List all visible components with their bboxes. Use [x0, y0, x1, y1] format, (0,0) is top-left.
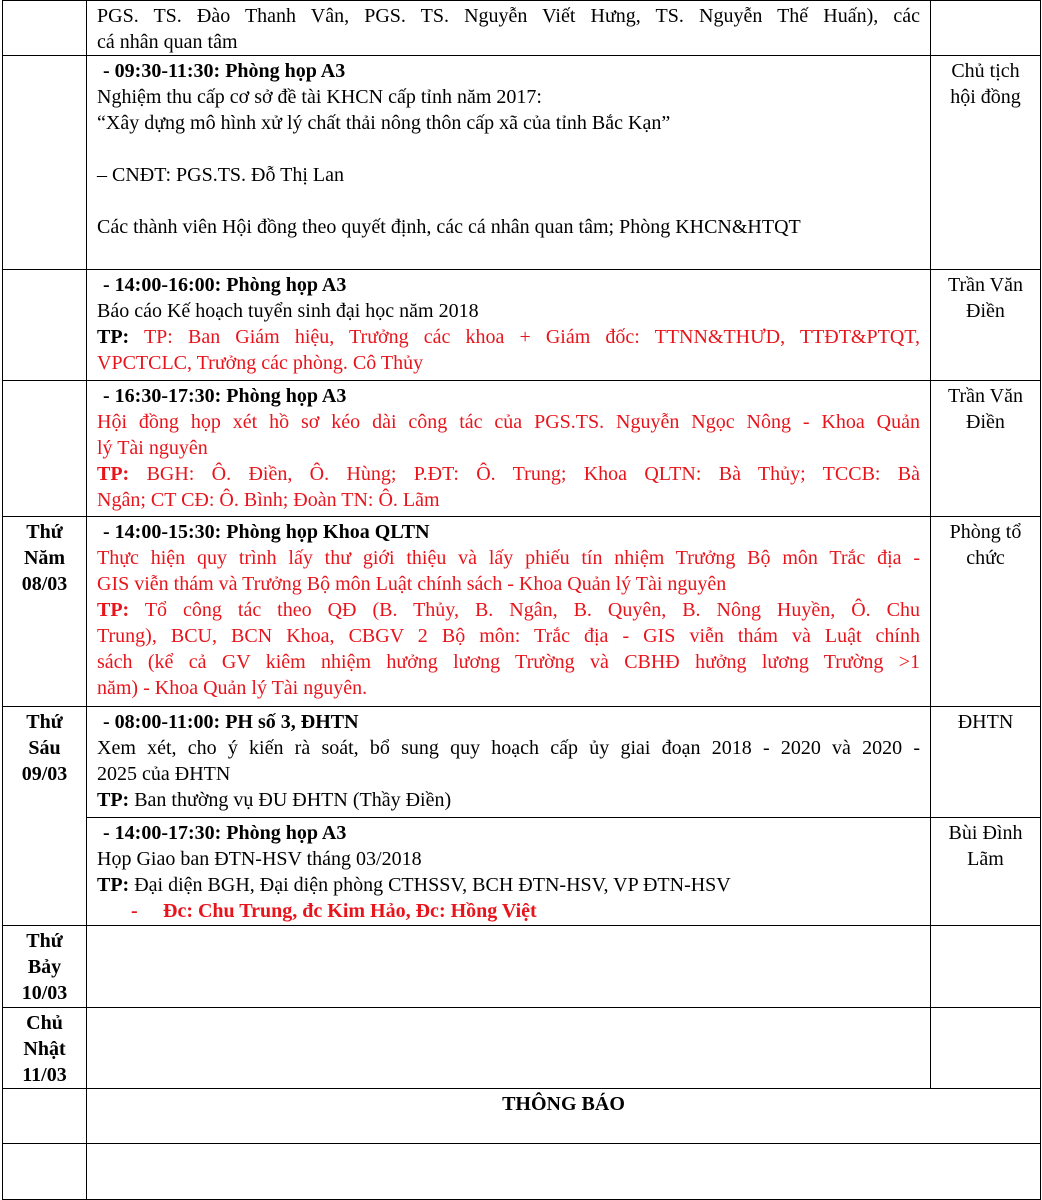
- event-content: [87, 707, 931, 818]
- bullet-text: Đc: Chu Trung, đc Kim Hảo, Đc: Hồng Việt: [163, 900, 537, 922]
- day-cell: [3, 56, 87, 270]
- chair-name: chức: [966, 547, 1005, 569]
- day-cell: [3, 707, 87, 926]
- text-line: Ban thường vụ ĐU ĐHTN (Thầy Điền): [134, 789, 452, 811]
- day-label: Thứ: [26, 930, 63, 952]
- day-date: 08/03: [21, 573, 68, 595]
- event-content: [87, 381, 931, 517]
- chair-cell: [931, 707, 1041, 818]
- day-label: Năm: [23, 547, 66, 569]
- day-date: 11/03: [22, 1064, 67, 1086]
- notice-content: [87, 1144, 1041, 1200]
- text-line: Báo cáo Kế hoạch tuyển sinh đại học năm 2018: [97, 300, 479, 322]
- tp-label: TP:: [97, 789, 130, 811]
- day-label: Thứ: [26, 711, 63, 733]
- chair-cell: [931, 517, 1041, 707]
- chair-name: Chủ tịch: [951, 60, 1020, 82]
- chair-cell: [931, 56, 1041, 270]
- tp-label: TP:: [97, 326, 130, 348]
- text-line: Tổ công tác theo QĐ (B. Thủy, B. Ngân, B. Quyên, B. Nông Huyền, Ô. Chu: [144, 599, 920, 621]
- chair-name: Trần Văn: [947, 385, 1023, 407]
- text-line: VPCTCLC, Trưởng các phòng. Cô Thủy: [97, 352, 424, 374]
- event-content: [87, 1, 931, 56]
- day-cell: [3, 381, 87, 517]
- table-row: [3, 1, 1041, 56]
- event-time: - 16:30-17:30: Phòng họp A3: [103, 385, 347, 407]
- chair-name: Lãm: [967, 848, 1004, 870]
- event-content: [87, 926, 931, 1008]
- text-line: Họp Giao ban ĐTN-HSV tháng 03/2018: [97, 848, 422, 870]
- chair-name: Trần Văn: [947, 274, 1023, 296]
- tp-label: TP:: [97, 463, 130, 485]
- text-line: GIS viễn thám và Trưởng Bộ môn Luật chính sách - Khoa Quản lý Tài nguyên: [97, 573, 727, 595]
- tp-label: TP:: [97, 599, 130, 621]
- event-time: - 14:00-15:30: Phòng họp Khoa QLTN: [103, 521, 430, 543]
- day-label: Bảy: [27, 956, 62, 978]
- table-row: [3, 926, 1041, 1008]
- text-line: Thực hiện quy trình lấy thư giới thiệu và lấy phiếu tín nhiệm Trưởng Bộ môn Trắc địa -: [97, 547, 920, 569]
- chair-name: Điền: [966, 300, 1005, 322]
- day-label: Thứ: [26, 521, 63, 543]
- day-cell: [3, 517, 87, 707]
- text-line: Nghiệm thu cấp cơ sở đề tài KHCN cấp tỉnh năm 2017:: [97, 86, 542, 108]
- event-time: - 08:00-11:00: PH số 3, ĐHTN: [103, 711, 359, 733]
- text-line: “Xây dựng mô hình xử lý chất thải nông thôn cấp xã của tỉnh Bắc Kạn”: [97, 112, 671, 134]
- text-line: 2025 của ĐHTN: [97, 763, 231, 785]
- chair-name: Bùi Đình: [948, 822, 1023, 844]
- schedule-table: [2, 0, 1041, 1200]
- chair-name: ĐHTN: [957, 711, 1014, 733]
- text-line: Ngân; CT CĐ: Ô. Bình; Đoàn TN: Ô. Lãm: [97, 489, 440, 511]
- text-line: Các thành viên Hội đồng theo quyết định, các cá nhân quan tâm; Phòng KHCN&HTQT: [97, 216, 801, 238]
- table-row: [3, 818, 1041, 926]
- text-line: Đại diện BGH, Đại diện phòng CTHSSV, BCH ĐTN-HSV, VP ĐTN-HSV: [134, 874, 731, 896]
- day-date: 09/03: [21, 763, 68, 785]
- text-line: – CNĐT: PGS.TS. Đỗ Thị Lan: [97, 164, 344, 186]
- table-row: [3, 56, 1041, 270]
- text-line: lý Tài nguyên: [97, 437, 208, 459]
- tp-label: TP:: [97, 874, 130, 896]
- event-time: - 09:30-11:30: Phòng họp A3: [103, 60, 346, 82]
- event-time: - 14:00-16:00: Phòng họp A3: [103, 274, 347, 296]
- day-label: Chủ: [26, 1012, 63, 1034]
- chair-cell: [931, 926, 1041, 1008]
- event-content: [87, 517, 931, 707]
- table-row: [3, 517, 1041, 707]
- text-line: BGH: Ô. Điền, Ô. Hùng; P.ĐT: Ô. Trung; Khoa QLTN: Bà Thủy; TCCB: Bà: [146, 463, 921, 485]
- day-cell: [3, 1008, 87, 1089]
- day-cell: [3, 270, 87, 381]
- day-cell: [3, 1144, 87, 1200]
- chair-cell: [931, 270, 1041, 381]
- table-row: [3, 707, 1041, 818]
- table-row: [3, 381, 1041, 517]
- day-cell: [3, 926, 87, 1008]
- table-row: [3, 270, 1041, 381]
- text-line: cá nhân quan tâm: [97, 31, 238, 53]
- chair-cell: [931, 1008, 1041, 1089]
- table-row: [3, 1089, 1041, 1144]
- chair-name: Phòng tổ: [949, 521, 1022, 543]
- chair-name: hội đồng: [950, 86, 1021, 108]
- event-time: - 14:00-17:30: Phòng họp A3: [103, 822, 347, 844]
- text-line: sách (kể cả GV kiêm nhiệm hưởng lương Trường và CBHĐ hưởng lương Trường >1: [97, 651, 920, 673]
- notice-title: THÔNG BÁO: [87, 1089, 1041, 1144]
- table-row: [3, 1144, 1041, 1200]
- day-label: Nhật: [23, 1038, 66, 1060]
- text-line: Hội đồng họp xét hồ sơ kéo dài công tác của PGS.TS. Nguyễn Ngọc Nông - Khoa Quản: [97, 411, 920, 433]
- chair-name: Điền: [966, 411, 1005, 433]
- bullet-dash: -: [131, 900, 138, 922]
- chair-cell: [931, 381, 1041, 517]
- event-content: [87, 56, 931, 270]
- text-line: TP: Ban Giám hiệu, Trưởng các khoa + Giám đốc: TTNN&THƯD, TTĐT&PTQT,: [143, 326, 920, 348]
- text-line: năm) - Khoa Quản lý Tài nguyên.: [97, 677, 368, 699]
- chair-cell: [931, 1, 1041, 56]
- event-content: [87, 1008, 931, 1089]
- text-line: Xem xét, cho ý kiến rà soát, bổ sung quy hoạch cấp ủy giai đoạn 2018 - 2020 và 2020 -: [97, 737, 920, 759]
- event-content: [87, 818, 931, 926]
- text-line: Trung), BCU, BCN Khoa, CBGV 2 Bộ môn: Trắc địa - GIS viễn thám và Luật chính: [97, 625, 920, 647]
- text-line: PGS. TS. Đào Thanh Vân, PGS. TS. Nguyễn Viết Hưng, TS. Nguyễn Thế Huấn), các: [97, 5, 920, 27]
- day-cell: [3, 1089, 87, 1144]
- day-label: Sáu: [28, 737, 61, 759]
- table-row: [3, 1008, 1041, 1089]
- day-date: 10/03: [21, 982, 68, 1004]
- day-cell: [3, 1, 87, 56]
- event-content: [87, 270, 931, 381]
- chair-cell: [931, 818, 1041, 926]
